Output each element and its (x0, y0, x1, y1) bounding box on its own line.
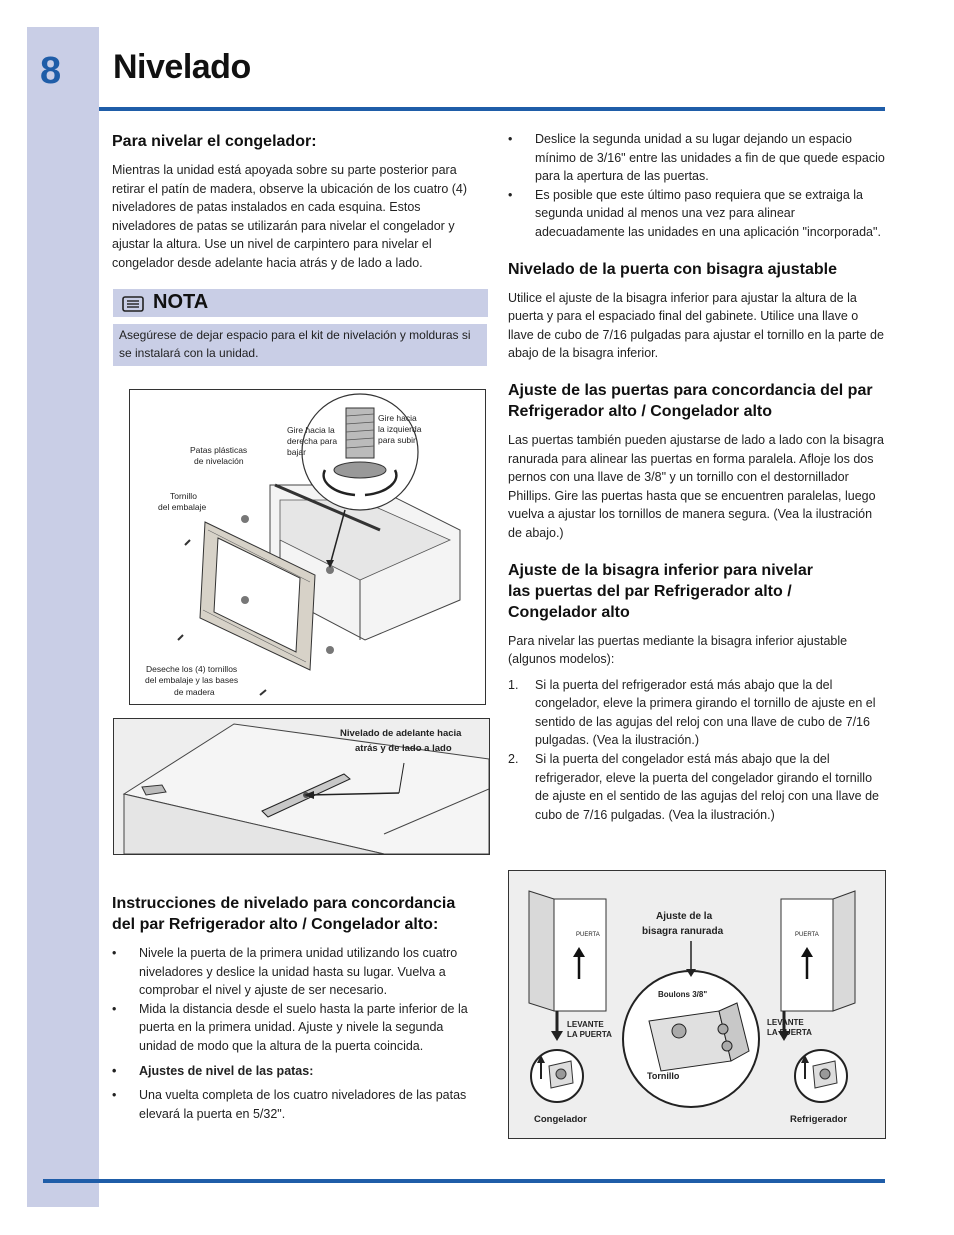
rotate-right-label-3: bajar (287, 447, 306, 457)
fridge-label: Refrigerador (790, 1114, 848, 1125)
item-number: 2. (508, 752, 519, 767)
numbered-item (508, 676, 886, 750)
rotate-right-label-1: Gire hacia la (287, 425, 335, 435)
item-number: 1. (508, 677, 519, 692)
bullet-item: • Mida la distancia desde el suelo hasta la parte inferior de la puerta en la primera unidad. Ajuste y nivele la segunda unidad de modo que la altura de la puerta coincida. (112, 1000, 474, 1056)
numbered-item (508, 750, 886, 824)
bullet-item-bold: • Ajustes de nivel de las patas: (112, 1062, 474, 1081)
feet-label-1: Patas plásticas (190, 445, 248, 455)
feet-label-2: de nivelación (194, 456, 244, 466)
section-heading: Ajuste de las puertas para concordancia del par Refrigerador alto / Congelador alto (508, 381, 873, 420)
item-text: Si la puerta del refrigerador está más abajo que la del congelador, eleve la primera girando el tornillo de ajuste en el sentido de las agujas del reloj con una llave de cubo de 7/16 pulgadas. (Vea la ilustración.) (535, 677, 876, 748)
sidebar-band (27, 27, 99, 1207)
leveling-feet-drawing (130, 390, 485, 704)
lift-door-left-1: LEVANTE (567, 1020, 604, 1029)
paragraph: Para nivelar las puertas mediante la bisagra inferior ajustable (algunos modelos): (508, 633, 848, 667)
page-number: 8 (40, 50, 62, 92)
rotate-left-label-2: la izquierda (378, 424, 422, 434)
bolts-label: Boulons 3/8" (658, 990, 708, 999)
lift-door-right-1: LEVANTE (767, 1018, 804, 1027)
section-heading: Ajuste de la bisagra inferior para nivelar las puertas del par Refrigerador alto / Congelador alto (508, 561, 813, 621)
left-instructions-section (112, 893, 474, 1123)
discard-label-3: de madera (174, 687, 215, 697)
bullet-item: • Es posible que este último paso requiera que se extraiga la segunda unidad al menos una vez para alinear adecuadamente las unidades en una aplicación "incorporada". (508, 186, 886, 242)
paragraph: Mientras la unidad está apoyada sobre su parte posterior para retirar el patín de madera, observe la ubicación de los cuatro (4) niveladores de patas instalados en cada esquina. Estos niveladores de patas se utilizarán para nivelar el congelador y ajustar la altura. Use un nivel de carpintero para nivelar el congelador desde adelante hacia atrás y de lado a lado. (112, 163, 468, 270)
note-title: NOTA (153, 291, 209, 313)
left-intro-section (112, 131, 474, 273)
right-column (508, 130, 886, 824)
rotate-left-label-1: Gire hacia (378, 413, 417, 423)
section-heading: Nivelado de la puerta con bisagra ajustable (508, 260, 837, 278)
level-tool-illustration (113, 718, 490, 855)
leveling-feet-illustration (129, 389, 486, 705)
page-title: Nivelado (113, 48, 251, 86)
paragraph: Las puertas también pueden ajustarse de lado a lado con la bisagra ranurada para alinear las puertas en forma paralela. Afloje los dos pernos con una llave de 3/8" y un tornillo con el destornillador Phillips. Gire las puertas hasta que se encuentren paralelas, luego vuelva a ajustar los tornillos de manera segura. (Vea la ilustración de abajo.) (508, 432, 884, 540)
bullet-item: • Deslice la segunda unidad a su lugar dejando un espacio mínimo de 3/16" entre las unidades a fin de que quede espacio para la apertura de las puertas. (508, 130, 886, 186)
door-label-left: PUERTA (576, 932, 600, 938)
bullet-item: • Nivele la puerta de la primera unidad utilizando los cuatro niveladores y deslice la unidad hasta su lugar. Vuelva a comprobar el nivel y ajuste de ser necesario. (112, 944, 474, 1000)
freezer-label: Congelador (534, 1114, 587, 1125)
bullet-item: • Una vuelta completa de los cuatro niveladores de las patas elevará la puerta en 5/32". (112, 1086, 474, 1123)
note-text: Asegúrese de dejar espacio para el kit de nivelación y molduras si se instalará con la unidad. (113, 324, 487, 366)
top-rule (99, 107, 885, 111)
discard-label-1: Deseche los (4) tornillos (146, 664, 238, 674)
hinge-adjustment-illustration (508, 870, 886, 1139)
note-icon (122, 296, 144, 312)
section-heading: Para nivelar el congelador: (112, 133, 317, 150)
bottom-rule (43, 1179, 885, 1183)
paragraph: Utilice el ajuste de la bisagra inferior para ajustar la altura de la puerta y para el espaciado final del gabinete. Utilice una llave o llave de cubo de 7/16 pulgadas para ajustar el tornillo en la parte de abajo de la bisagra inferior. (508, 290, 884, 361)
discard-label-2: del embalaje y las bases (145, 675, 239, 685)
door-label-right: PUERTA (795, 932, 819, 938)
lift-door-right-2: LA PUERTA (767, 1028, 812, 1037)
lift-door-left-2: LA PUERTA (567, 1030, 612, 1039)
rotate-right-label-2: derecha para (287, 436, 338, 446)
screw-label-2: del embalaje (158, 502, 207, 512)
hinge-adjustment-drawing (509, 871, 885, 1138)
note-header (113, 289, 488, 317)
rotate-left-label-3: para subir (378, 435, 416, 445)
level-label-1: Nivelado de adelante hacia (340, 728, 462, 739)
level-label-2: atrás y de lado a lado (355, 743, 452, 754)
level-tool-drawing (114, 719, 489, 854)
screw-label: Tornillo (647, 1071, 680, 1081)
hinge-label-1: Ajuste de la (656, 911, 713, 922)
hinge-label-2: bisagra ranurada (642, 926, 724, 937)
section-heading: Instrucciones de nivelado para concordancia del par Refrigerador alto / Congelador alto: (112, 895, 456, 933)
item-text: Si la puerta del congelador está más abajo que la del refrigerador, eleve la puerta del congelador girando el tornillo de ajuste en el sentido de las agujas del reloj con una llave de cubo de 7/16 pulgadas. (Vea la ilustración.) (535, 752, 879, 822)
screw-label-1: Tornillo (170, 491, 197, 501)
